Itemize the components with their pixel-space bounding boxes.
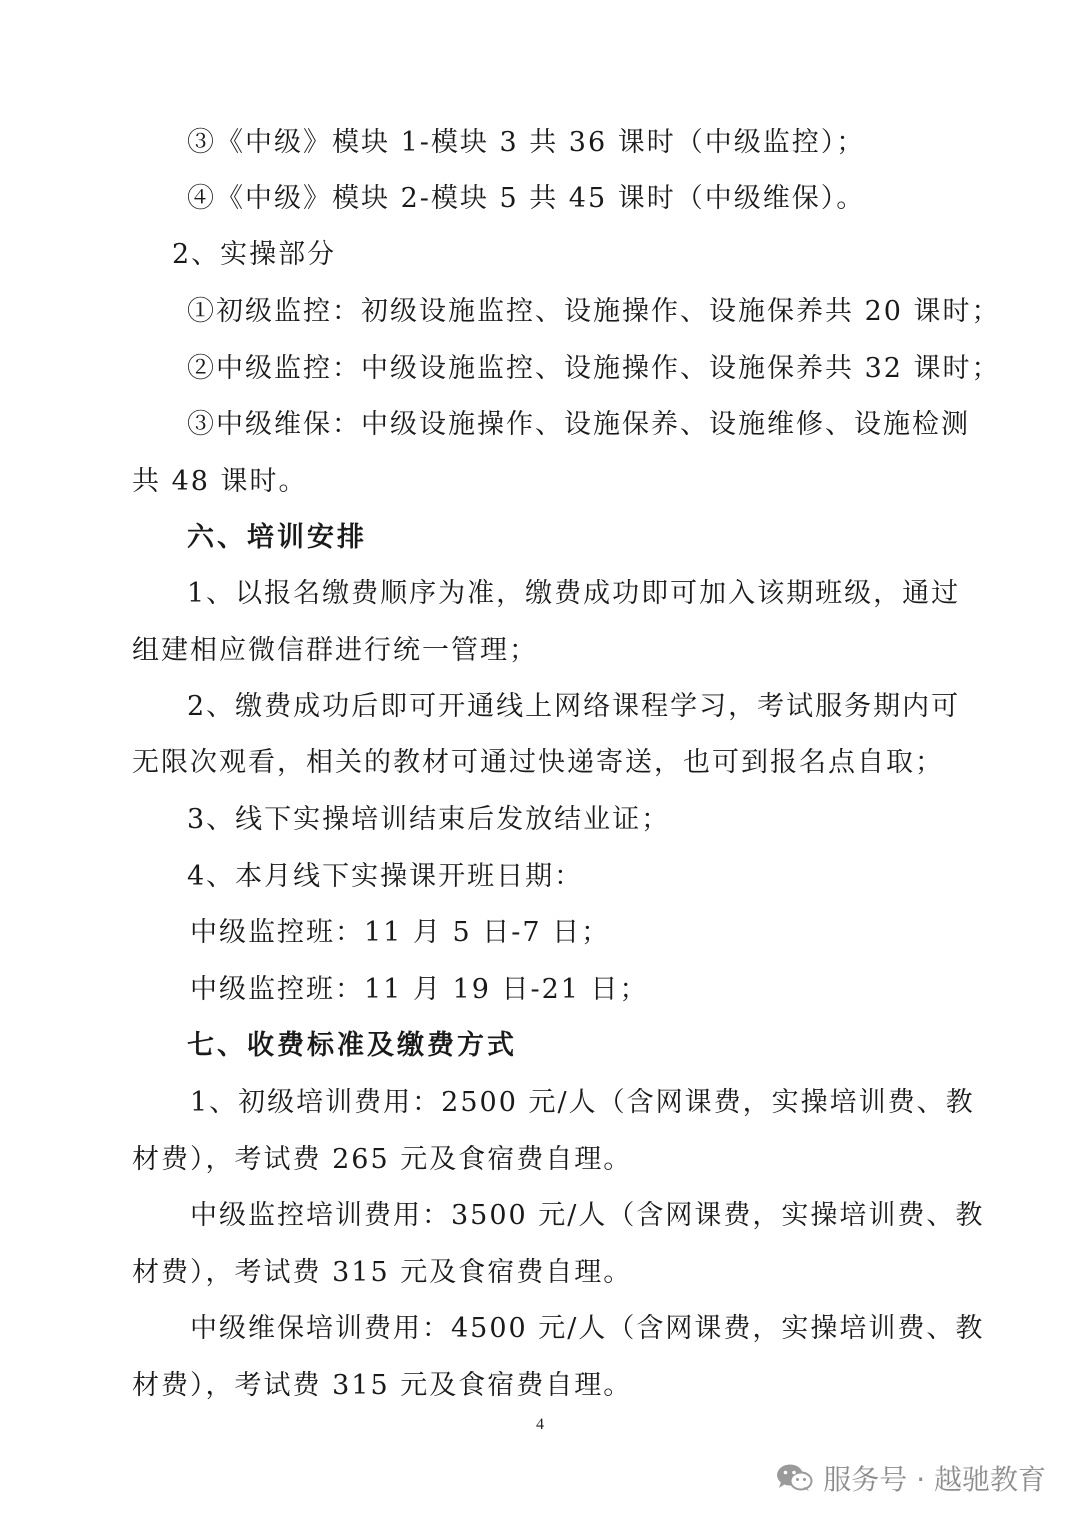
text-line: ③中级维保：中级设施操作、设施保养、设施维修、设施检测	[187, 409, 970, 440]
text-line: 材费），考试费 265 元及食宿费自理。	[132, 1144, 633, 1175]
wechat-icon	[775, 1463, 813, 1493]
text-line: 材费），考试费 315 元及食宿费自理。	[132, 1370, 633, 1401]
text-line: ②中级监控：中级设施监控、设施操作、设施保养共 32 课时；	[187, 353, 1001, 384]
text-line: 4、本月线下实操课开班日期：	[187, 861, 584, 892]
text-line: 中级监控培训费用：3500 元/人（含网课费，实操培训费、教	[190, 1200, 985, 1231]
text-line: ④《中级》模块 2-模块 5 共 45 课时（中级维保）。	[187, 183, 866, 214]
section-heading: 六、培训安排	[187, 522, 367, 553]
text-line: 2、缴费成功后即可开通线上网络课程学习，考试服务期内可	[187, 691, 961, 722]
text-line: 共 48 课时。	[132, 466, 308, 497]
text-line: ③《中级》模块 1-模块 3 共 36 课时（中级监控）；	[187, 127, 866, 158]
text-line: 中级维保培训费用：4500 元/人（含网课费，实操培训费、教	[190, 1313, 985, 1344]
text-line: 中级监控班：11 月 19 日-21 日；	[190, 974, 649, 1005]
text-line: 3、线下实操培训结束后发放结业证；	[187, 804, 671, 835]
section-heading: 七、收费标准及缴费方式	[187, 1030, 517, 1061]
watermark	[775, 1458, 1046, 1498]
text-line: ①初级监控：初级设施监控、设施操作、设施保养共 20 课时；	[187, 296, 1001, 327]
page-number: 4	[536, 1416, 544, 1433]
text-line: 组建相应微信群进行统一管理；	[132, 635, 538, 666]
text-line: 材费），考试费 315 元及食宿费自理。	[132, 1257, 633, 1288]
text-line: 中级监控班：11 月 5 日-7 日；	[190, 917, 611, 948]
text-line: 1、初级培训费用：2500 元/人（含网课费，实操培训费、教	[190, 1087, 975, 1118]
text-line: 无限次观看，相关的教材可通过快递寄送，也可到报名点自取；	[132, 747, 944, 778]
watermark-text: 服务号 · 越驰教育	[823, 1463, 1046, 1496]
section-subheading: 2、实操部分	[172, 239, 337, 270]
text-line: 1、以报名缴费顺序为准，缴费成功即可加入该期班级，通过	[187, 578, 961, 609]
